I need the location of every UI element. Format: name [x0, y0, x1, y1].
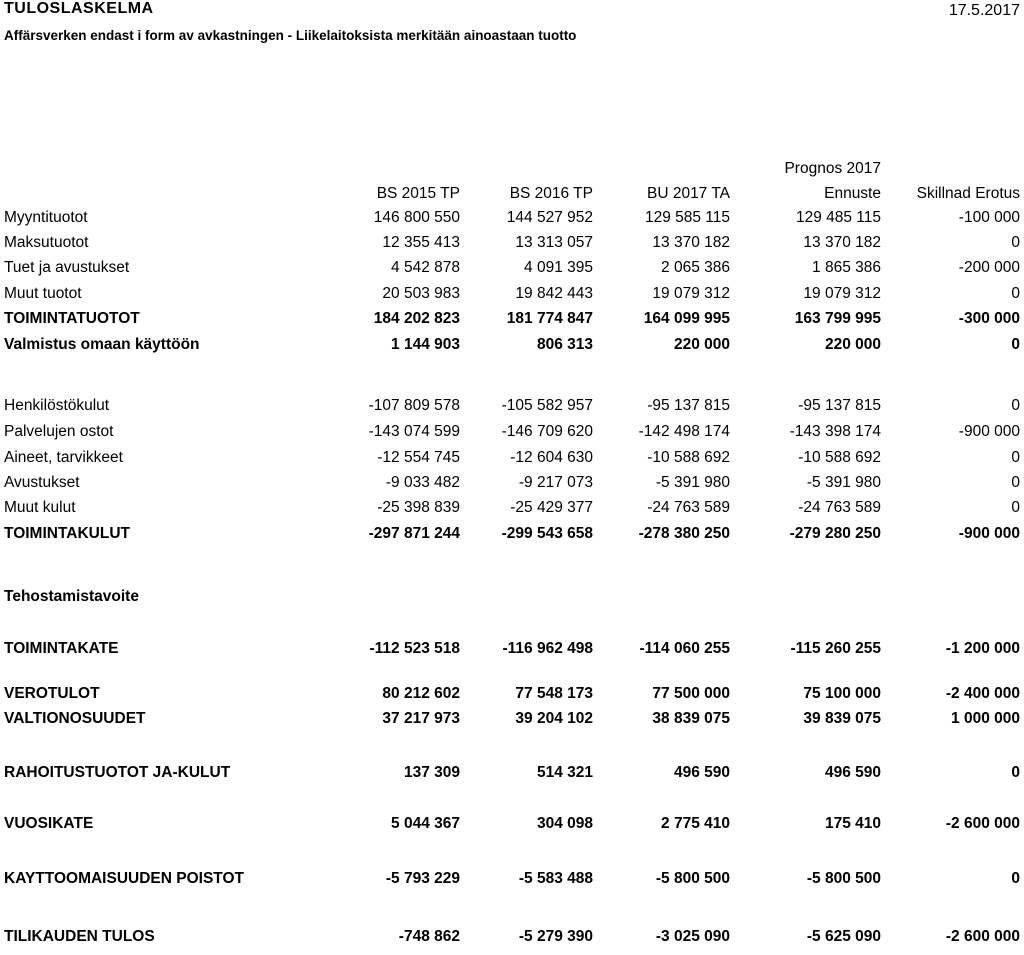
row-value: 220 000 [824, 336, 881, 353]
page-subtitle: Affärsverken endast i form av avkastningen - Liikelaitoksista merkitään ainoastaan tuotto [4, 28, 577, 43]
row-value: 1 865 386 [812, 259, 881, 276]
row-value: -24 763 589 [647, 499, 730, 516]
row-value: 175 410 [824, 815, 881, 832]
row-value: 19 079 312 [652, 285, 730, 302]
table-row [0, 234, 1024, 258]
row-value: 0 [1011, 499, 1020, 516]
row-value: -95 137 815 [798, 397, 881, 414]
row-value: 514 321 [536, 764, 593, 781]
row-value: -12 554 745 [377, 449, 460, 466]
row-value: -10 588 692 [798, 449, 881, 466]
row-label: TOIMINTATUOTOT [4, 310, 140, 327]
table-row [0, 336, 1024, 360]
row-value: -105 582 957 [501, 397, 593, 414]
row-value: -2 600 000 [945, 928, 1020, 945]
row-label: Tehostamistavoite [4, 588, 139, 605]
row-value: -146 709 620 [501, 423, 593, 440]
row-value: -100 000 [958, 209, 1020, 226]
row-value: 13 370 182 [652, 234, 730, 251]
row-value: 5 044 367 [391, 815, 460, 832]
row-value: 0 [1011, 234, 1020, 251]
table-row [0, 640, 1024, 664]
row-value: 220 000 [673, 336, 730, 353]
row-value: 13 313 057 [515, 234, 593, 251]
column-header-skillnad: Skillnad Erotus [916, 185, 1020, 202]
table-row [0, 928, 1024, 952]
row-value: 137 309 [403, 764, 460, 781]
row-value: -2 600 000 [945, 815, 1020, 832]
column-header-ennuste: Ennuste [824, 185, 881, 202]
row-value: -2 400 000 [945, 685, 1020, 702]
row-label: Aineet, tarvikkeet [4, 449, 123, 466]
row-value: 39 204 102 [515, 710, 593, 727]
row-value: -25 429 377 [510, 499, 593, 516]
table-row [0, 474, 1024, 498]
row-value: -5 391 980 [655, 474, 730, 491]
row-value: 20 503 983 [382, 285, 460, 302]
row-value: 806 313 [536, 336, 593, 353]
row-value: 146 800 550 [373, 209, 460, 226]
column-header-bs-2016: BS 2016 TP [509, 185, 593, 202]
row-value: 77 548 173 [515, 685, 593, 702]
row-value: -5 800 500 [655, 870, 730, 887]
row-value: -10 588 692 [647, 449, 730, 466]
row-value: -116 962 498 [502, 640, 593, 657]
row-value: -5 625 090 [806, 928, 881, 945]
row-value: 0 [1011, 449, 1020, 466]
row-value: 304 098 [536, 815, 593, 832]
row-value: -143 398 174 [789, 423, 881, 440]
table-row [0, 423, 1024, 447]
row-value: 496 590 [673, 764, 730, 781]
row-label: Myyntituotot [4, 209, 88, 226]
table-row [0, 285, 1024, 309]
row-value: -900 000 [958, 423, 1020, 440]
row-value: -142 498 174 [638, 423, 730, 440]
row-value: 80 212 602 [382, 685, 460, 702]
row-value: -143 074 599 [368, 423, 460, 440]
row-label: VEROTULOT [4, 685, 100, 702]
row-value: 0 [1011, 397, 1020, 414]
row-value: 39 839 075 [803, 710, 881, 727]
row-value: 19 842 443 [515, 285, 593, 302]
row-value: -112 523 518 [369, 640, 460, 657]
row-value: -114 060 255 [639, 640, 730, 657]
row-value: 2 775 410 [661, 815, 730, 832]
row-value: -5 793 229 [385, 870, 460, 887]
row-label: TOIMINTAKULUT [4, 525, 130, 542]
page-title: TULOSLASKELMA [4, 0, 154, 17]
table-row [0, 499, 1024, 523]
row-value: -5 391 980 [806, 474, 881, 491]
row-value: 0 [1011, 285, 1020, 302]
row-value: -107 809 578 [368, 397, 460, 414]
row-value: -5 800 500 [806, 870, 881, 887]
row-label: Henkilöstökulut [4, 397, 110, 414]
row-value: 4 542 878 [391, 259, 460, 276]
row-value: -1 200 000 [945, 640, 1020, 657]
row-value: 496 590 [824, 764, 881, 781]
table-row [0, 449, 1024, 473]
row-value: -3 025 090 [655, 928, 730, 945]
row-value: 0 [1011, 764, 1020, 781]
table-row [0, 397, 1024, 421]
row-label: Tuet ja avustukset [4, 259, 130, 276]
row-value: -748 862 [398, 928, 460, 945]
table-row [0, 710, 1024, 734]
row-value: 4 091 395 [524, 259, 593, 276]
row-label: TOIMINTAKATE [4, 640, 119, 657]
row-value: 13 370 182 [803, 234, 881, 251]
row-label: Palvelujen ostot [4, 423, 114, 440]
row-label: Valmistus omaan käyttöön [4, 336, 200, 353]
table-row [0, 870, 1024, 894]
report-date: 17.5.2017 [948, 2, 1020, 19]
row-value: 38 839 075 [652, 710, 730, 727]
table-row [0, 685, 1024, 709]
row-value: -279 280 250 [789, 525, 881, 542]
row-value: -12 604 630 [510, 449, 593, 466]
row-value: -297 871 244 [368, 525, 460, 542]
row-value: 1 144 903 [391, 336, 460, 353]
row-value: 129 585 115 [644, 209, 730, 226]
row-value: 164 099 995 [643, 310, 730, 327]
row-label: TILIKAUDEN TULOS [4, 928, 155, 945]
row-value: 77 500 000 [652, 685, 730, 702]
row-value: 1 000 000 [951, 710, 1020, 727]
row-value: -9 033 482 [385, 474, 460, 491]
column-header-bs-2015: BS 2015 TP [376, 185, 460, 202]
row-value: 0 [1011, 336, 1020, 353]
table-row [0, 588, 1024, 612]
row-label: Avustukset [4, 474, 80, 491]
row-value: 181 774 847 [506, 310, 593, 327]
row-value: 12 355 413 [382, 234, 460, 251]
row-value: 129 485 115 [795, 209, 881, 226]
row-value: 163 799 995 [794, 310, 881, 327]
row-value: 2 065 386 [661, 259, 730, 276]
table-row [0, 815, 1024, 839]
row-label: Muut tuotot [4, 285, 82, 302]
row-label: Muut kulut [4, 499, 76, 516]
row-value: -95 137 815 [647, 397, 730, 414]
row-value: 144 527 952 [506, 209, 593, 226]
row-value: -900 000 [958, 525, 1020, 542]
row-value: 75 100 000 [803, 685, 881, 702]
table-row [0, 525, 1024, 549]
row-value: -299 543 658 [501, 525, 593, 542]
row-value: 19 079 312 [803, 285, 881, 302]
row-value: -24 763 589 [798, 499, 881, 516]
table-row [0, 259, 1024, 283]
row-value: -5 583 488 [518, 870, 593, 887]
row-label: KAYTTOOMAISUUDEN POISTOT [4, 870, 244, 887]
row-value: 0 [1011, 870, 1020, 887]
column-header-bu-2017: BU 2017 TA [646, 185, 730, 202]
row-value: 184 202 823 [373, 310, 460, 327]
row-value: 0 [1011, 474, 1020, 491]
row-value: -5 279 390 [518, 928, 593, 945]
row-label: RAHOITUSTUOTOT JA-KULUT [4, 764, 231, 781]
row-value: -9 217 073 [518, 474, 593, 491]
row-value: -115 260 255 [790, 640, 881, 657]
row-label: Maksutuotot [4, 234, 89, 251]
row-value: -300 000 [958, 310, 1020, 327]
table-row [0, 310, 1024, 334]
row-value: -25 398 839 [377, 499, 460, 516]
row-value: -200 000 [958, 259, 1020, 276]
table-row [0, 764, 1024, 788]
row-value: 37 217 973 [382, 710, 460, 727]
column-header-prognos-2017: Prognos 2017 [784, 160, 881, 177]
row-label: VALTIONOSUUDET [4, 710, 146, 727]
row-label: VUOSIKATE [4, 815, 94, 832]
table-row [0, 209, 1024, 233]
row-value: -278 380 250 [638, 525, 730, 542]
